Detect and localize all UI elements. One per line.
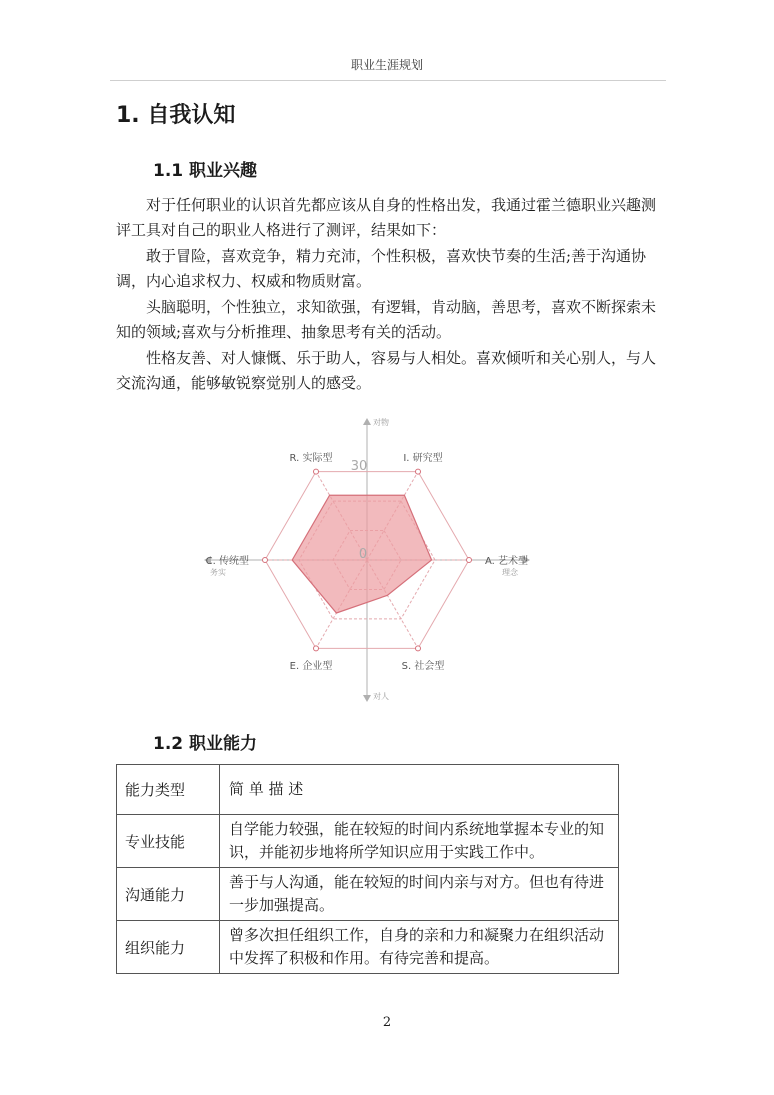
ability-description-cell: 善于与人沟通，能在较短的时间内亲与对方。但也有待进一步加强提高。 xyxy=(220,868,619,921)
radar-vertex-marker xyxy=(263,558,268,563)
section-title: 1. 自我认知 xyxy=(116,103,236,128)
radar-vertex-marker xyxy=(467,558,472,563)
ability-type-cell: 组织能力 xyxy=(117,921,220,974)
radar-category-label: S. 社会型 xyxy=(401,660,445,672)
paragraph: 性格友善、对人慷慨、乐于助人，容易与人相处。喜欢倾听和关心别人，与人交流沟通，能够敏锐察觉别人的感受。 xyxy=(116,349,657,392)
table-header-row xyxy=(117,765,619,815)
radar-vertex-marker xyxy=(416,646,421,651)
axis-label-left: 务实 xyxy=(210,568,226,577)
radar-vertex-marker xyxy=(416,469,421,474)
radar-category-label: A. 艺术型 xyxy=(485,556,529,567)
ability-type-cell: 专业技能 xyxy=(117,815,220,868)
page-number: 2 xyxy=(382,1015,392,1030)
radar-category-label: C. 传统型 xyxy=(205,556,249,567)
axis-arrow-bottom xyxy=(363,695,371,702)
axis-label-bottom: 对人 xyxy=(373,692,389,701)
radar-category-label: E. 企业型 xyxy=(289,660,333,672)
radar-category-label: I. 研究型 xyxy=(403,453,443,465)
radar-tick-label-min: 0 xyxy=(358,547,368,562)
radar-tick-label-max: 30 xyxy=(350,459,368,474)
axis-label-top: 对物 xyxy=(373,418,389,427)
radar-category-label: R. 实际型 xyxy=(289,453,333,465)
radar-vertex-marker xyxy=(314,469,319,474)
header-divider xyxy=(110,80,666,81)
ability-type-cell: 沟通能力 xyxy=(117,868,220,921)
table-row xyxy=(117,815,619,868)
column-header: 简 单 描 述 xyxy=(220,765,619,815)
ability-description-cell: 自学能力较强，能在较短的时间内系统地掌握本专业的知识，并能初步地将所学知识应用于实践工作中。 xyxy=(220,815,619,868)
radar-vertex-marker xyxy=(314,646,319,651)
ability-table xyxy=(116,764,619,974)
ability-description-cell: 曾多次担任组织工作，自身的亲和力和凝聚力在组织活动中发挥了积极和作用。有待完善和提高。 xyxy=(220,921,619,974)
page-header-title: 职业生涯规划 xyxy=(350,58,423,72)
table-row xyxy=(117,921,619,974)
column-header: 能力类型 xyxy=(117,765,220,815)
subsection-title-ability: 1.2 职业能力 xyxy=(153,734,258,754)
paragraph: 敢于冒险，喜欢竞争，精力充沛，个性积极，喜欢快节奏的生活;善于沟通协调，内心追求权力、权威和物质财富。 xyxy=(116,247,647,290)
holland-radar-chart xyxy=(200,410,540,710)
axis-label-right: 理念 xyxy=(502,568,518,577)
paragraph: 头脑聪明，个性独立，求知欲强，有逻辑，肯动脑，善思考，喜欢不断探索未知的领域;喜欢与分析推理、抽象思考有关的活动。 xyxy=(116,298,657,341)
subsection-title-interest: 1.1 职业兴趣 xyxy=(153,161,258,181)
paragraph: 对于任何职业的认识首先都应该从自身的性格出发，我通过霍兰德职业兴趣测评工具对自己的职业人格进行了测评，结果如下： xyxy=(116,196,657,239)
axis-arrow-top xyxy=(363,418,371,425)
table-row xyxy=(117,868,619,921)
